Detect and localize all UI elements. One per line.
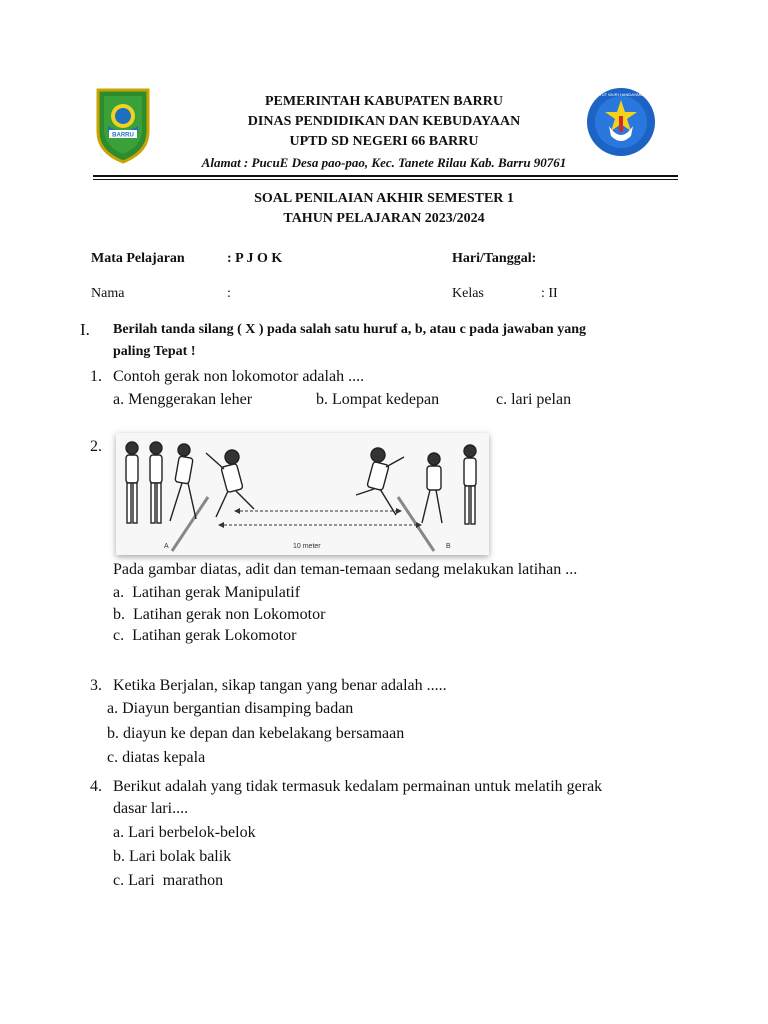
question-3-option-a[interactable]: a. Diayun bergantian disamping badan	[107, 700, 354, 717]
question-1-option-a[interactable]: a. Menggerakan leher	[113, 391, 253, 408]
exam-title: SOAL PENILAIAN AKHIR SEMESTER 1	[254, 191, 514, 206]
date-label: Hari/Tanggal:	[452, 251, 537, 266]
barru-logo-label: BARRU	[112, 132, 134, 139]
question-1-number: 1.	[90, 368, 102, 385]
header-address: Alamat : PucuE Desa pao-pao, Kec. Tanete Rilau Kab. Barru 90761	[201, 155, 567, 170]
instruction-line-1: Berilah tanda silang ( X ) pada salah satu huruf a, b, atau c pada jawaban yang	[113, 322, 586, 337]
illustration-label-distance: 10 meter	[293, 543, 321, 550]
header-line-2: DINAS PENDIDIKAN DAN KEBUDAYAAN	[247, 114, 521, 129]
subject-value: : P J O K	[227, 251, 283, 266]
exam-year: TAHUN PELAJARAN 2023/2024	[283, 211, 485, 226]
question-1-text: Contoh gerak non lokomotor adalah ....	[113, 368, 365, 385]
question-1-option-b[interactable]: b. Lompat kedepan	[316, 391, 440, 408]
tut-wuri-logo-label: TUT WURI HANDAYANI	[599, 92, 643, 97]
question-3-option-c[interactable]: c. diatas kepala	[107, 749, 206, 766]
section-number: I.	[80, 320, 90, 339]
question-4-number: 4.	[90, 778, 102, 795]
class-value: : II	[541, 286, 558, 301]
header-line-1: PEMERINTAH KABUPATEN BARRU	[264, 94, 503, 109]
question-4-option-c[interactable]: c. Lari marathon	[113, 872, 224, 889]
question-2-option-b[interactable]: b. Latihan gerak non Lokomotor	[113, 606, 326, 623]
class-label: Kelas	[452, 286, 484, 301]
question-4-option-a[interactable]: a. Lari berbelok-belok	[113, 824, 256, 841]
name-value: :	[227, 286, 231, 301]
question-2-illustration	[116, 433, 489, 555]
question-4-option-b[interactable]: b. Lari bolak balik	[113, 848, 232, 865]
question-4-text-line-1: Berikut adalah yang tidak termasuk kedalam permainan untuk melatih gerak	[113, 778, 603, 795]
illustration-label-a: A	[164, 543, 169, 550]
question-3-text: Ketika Berjalan, sikap tangan yang benar adalah .....	[113, 677, 447, 694]
question-3-option-b[interactable]: b. diayun ke depan dan kebelakang bersamaan	[107, 725, 405, 742]
header-line-3: UPTD SD NEGERI 66 BARRU	[289, 134, 479, 149]
header-divider-thick	[93, 175, 678, 177]
question-2-option-a[interactable]: a. Latihan gerak Manipulatif	[113, 584, 301, 601]
question-2-option-c[interactable]: c. Latihan gerak Lokomotor	[113, 627, 297, 644]
question-2-text: Pada gambar diatas, adit dan teman-temaan sedang melakukan latihan ...	[113, 561, 578, 578]
question-4-text-line-2: dasar lari....	[113, 800, 189, 817]
question-3-number: 3.	[90, 677, 102, 694]
header-divider-thin	[93, 179, 678, 180]
illustration-label-b: B	[446, 543, 451, 550]
question-2-number: 2.	[90, 438, 102, 455]
subject-label: Mata Pelajaran	[91, 251, 185, 266]
name-label: Nama	[91, 286, 125, 301]
question-1-option-c[interactable]: c. lari pelan	[496, 391, 572, 408]
instruction-line-2: paling Tepat !	[113, 344, 196, 359]
